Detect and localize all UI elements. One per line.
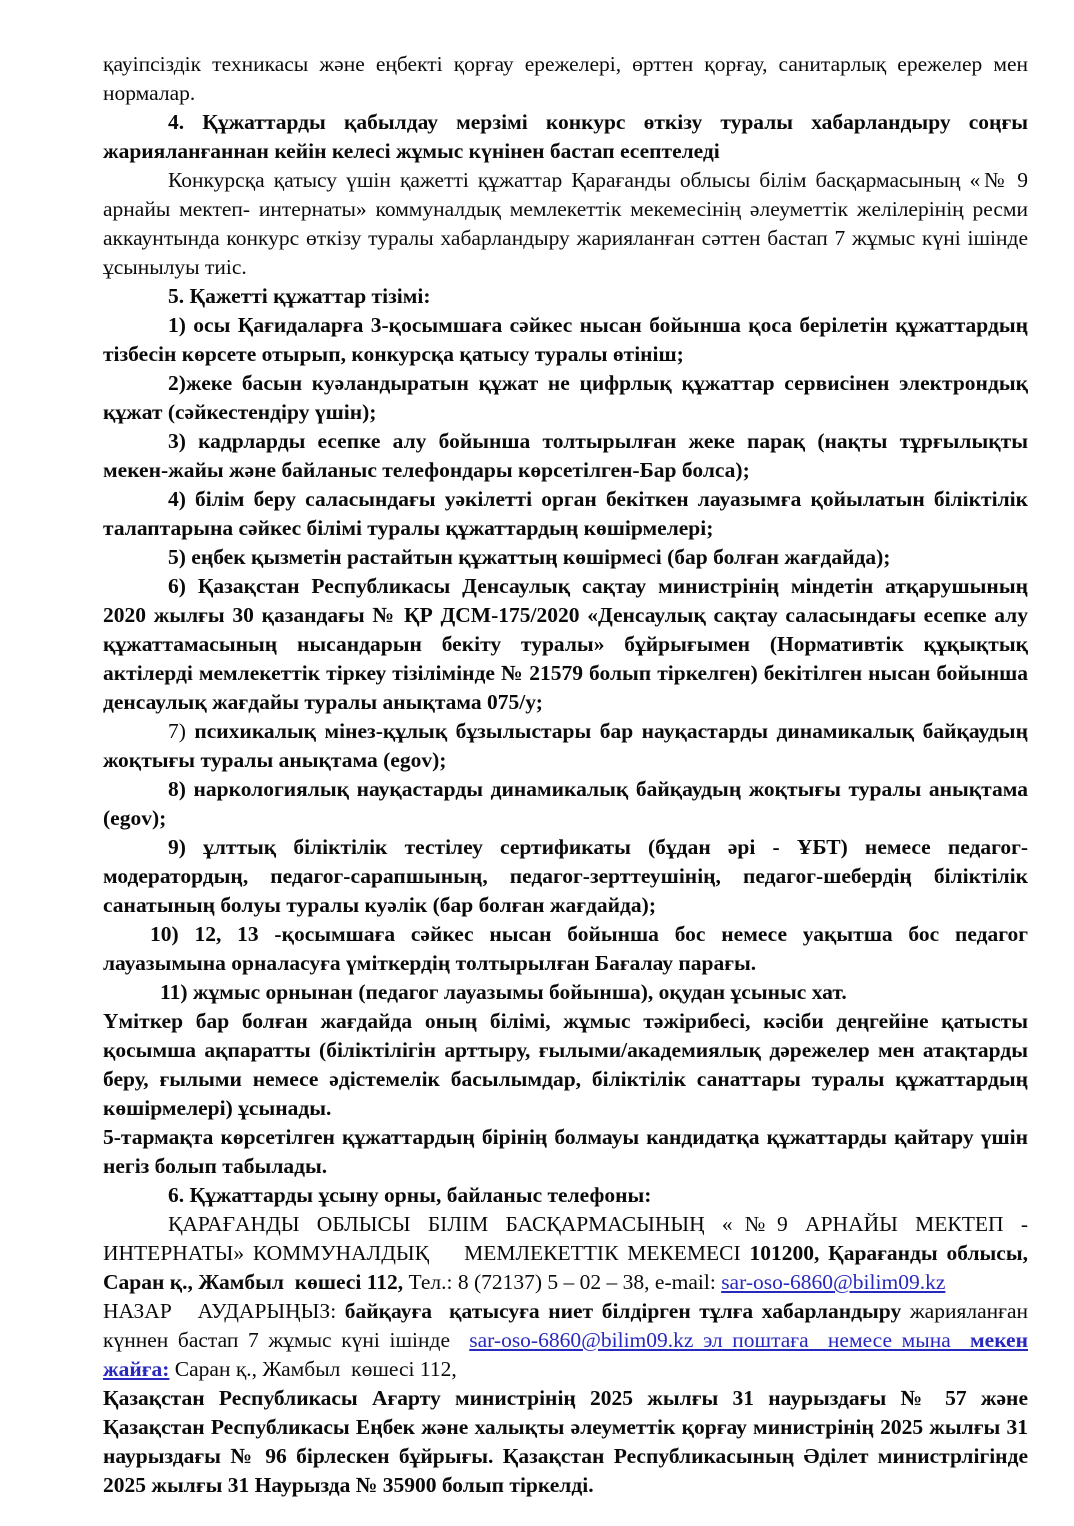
text-segment: 9) ұлттық біліктілік тестілеу сертификаты (бұдан әрі - ҰБТ) немесе педагог-модератордың, педагог-сарапшының, педагог-зерттеушінің, педагог-шебердің біліктілік санатының болуы туралы куәлік (бар болған жағдайда); <box>103 835 1028 917</box>
section-4-heading <box>103 108 1028 166</box>
section-5-heading <box>103 282 1028 311</box>
text-segment: 101200, Қарағанды облысы, Саран қ., Жамбыл көшесі 112, <box>103 1241 1028 1294</box>
list-item-10 <box>103 920 1028 978</box>
text-segment: 8) наркологиялық науқастарды динамикалық байқаудың жоқтығы туралы анықтама (egov); <box>103 777 1028 830</box>
list-item-8 <box>103 775 1028 833</box>
email-link[interactable]: sar-oso-6860@bilim09.kz <box>721 1270 946 1294</box>
list-item-4 <box>103 485 1028 543</box>
text-segment: Қазақстан Республикасы Ағарту министрінің 2025 жылғы 31 наурыздағы № 57 және Қазақстан Республикасы Еңбек және халықты әлеуметтік қорғау министрінің 2025 жылғы 31 наурыздағы № 96 бірлескен бұйрығы. Қазақстан Республикасының Әділет министрлігінде 2025 жылғы 31 Наурызда № 35900 болып тіркелді. <box>103 1386 1028 1497</box>
text-segment: 6. Құжаттарды ұсыну орны, байланыс телефоны: <box>168 1183 652 1207</box>
text-segment: НАЗАР АУДАРЫҢЫЗ: <box>103 1299 345 1323</box>
text-segment: 5-тармақта көрсетілген құжаттардың бірінің болмауы кандидатқа құжаттарды қайтару үшін негіз болып табылады. <box>103 1125 1028 1178</box>
text-segment: 4) білім беру саласындағы уәкілетті орган бекіткен лауазымға қойылатын біліктілік талаптарына сәйкес білімі туралы құжаттардың көшірмелері; <box>103 487 1028 540</box>
text-segment: Саран қ., Жамбыл көшесі 112, <box>169 1357 457 1381</box>
text-segment: 10) 12, 13 -қосымшаға сәйкес нысан бойынша бос немесе уақытша бос педагог лауазымына орналасуға үміткердің толтырылған Бағалау парағы. <box>103 922 1028 975</box>
text-segment: Үміткер бар болған жағдайда оның білімі, жұмыс тәжірибесі, кәсіби деңгейіне қатысты қосымша ақпаратты (біліктілігін арттыру, ғылыми/академиялық дәрежелер мен атақтарды беру, ғылыми немесе әдістемелік басылымдар, біліктілік санаттары туралы құжаттардың көшірмелері) ұсынады. <box>103 1009 1028 1120</box>
missing-documents-note <box>103 1123 1028 1181</box>
text-segment: Тел.: 8 (72137) 5 – 02 – 38, e-mail: <box>408 1270 722 1294</box>
list-item-5 <box>103 543 1028 572</box>
email-link[interactable]: sar-oso-6860@bilim09.kz <box>469 1328 694 1352</box>
text-segment: 2)жеке басын куәландыратын құжат не цифрлық құжаттар сервисінен электрондық құжат (сәйкестендіру үшін); <box>103 371 1028 424</box>
attention-note <box>103 1297 1028 1384</box>
text-segment: 5. Қажетті құжаттар тізімі: <box>168 284 431 308</box>
text-segment: 11) жұмыс орнынан (педагог лауазымы бойынша), оқудан ұсыныс хат. <box>160 980 847 1004</box>
text-segment: байқауға қатысуға ниет білдірген тұлға хабарландыру <box>344 1299 910 1323</box>
registration-note <box>103 1384 1028 1500</box>
list-item-6 <box>103 572 1028 717</box>
document-body <box>103 50 1028 1500</box>
text-segment: 3) кадрларды есепке алу бойынша толтырылған жеке парақ (нақты тұрғылықты мекен-жайы және байланыс телефондары көрсетілген-Бар болса); <box>103 429 1028 482</box>
text-segment: 1) осы Қағидаларға 3-қосымшаға сәйкес нысан бойынша қоса берілетін құжаттардың тізбесін көрсете отырып, конкурсқа қатысу туралы өтініш; <box>103 313 1028 366</box>
item-number: 7) <box>168 719 195 743</box>
section-4-paragraph <box>103 166 1028 282</box>
text-segment: 4. Құжаттарды қабылдау мерзімі конкурс өткізу туралы хабарландыру соңғы жарияланғаннан кейін келесі жұмыс күнінен бастап есептеледі <box>103 110 1028 163</box>
intro-continuation <box>103 50 1028 108</box>
list-item-9 <box>103 833 1028 920</box>
text-segment: жарияланған күннен бастап 7 жұмыс күні ішінде <box>103 1299 1028 1352</box>
contact-info <box>103 1210 1028 1297</box>
text-segment: қауіпсіздік техникасы және еңбекті қорғау ережелері, өрттен қорғау, санитарлық ережелер мен нормалар. <box>103 52 1028 105</box>
text-segment: 5) еңбек қызметін растайтын құжаттың көшірмесі (бар болған жағдайда); <box>168 545 891 569</box>
list-item-3 <box>103 427 1028 485</box>
list-item-11 <box>103 978 1028 1007</box>
text-segment: Конкурсқа қатысу үшін қажетті құжаттар Қарағанды облысы білім басқармасының «№ 9 арнайы мектеп- интернаты» коммуналдық мемлекеттік мекемесінің әлеуметтік желілерінің ресми аккаунтында конкурс өткізу туралы хабарландыру жарияланған сәттен бастап 7 жұмыс күні ішінде ұсынылуы тиіс. <box>103 168 1028 279</box>
highlighted-text: мекен жайға: <box>103 1328 1028 1381</box>
text-segment: 6) Қазақстан Республикасы Денсаулық сақтау министрінің міндетін атқарушының 2020 жылғы 30 қазандағы № ҚР ДСМ-175/2020 «Денсаулық сақтау саласындағы есепке алу құжаттамасының нысандарын бекіту туралы» бұйрығымен (Нормативтік құқықтық актілерді мемлекеттік тіркеу тізілімінде № 21579 болып тіркелген) бекітілген нысан бойынша денсаулық жағдайы туралы анықтама 075/у; <box>103 574 1028 714</box>
text-segment: ҚАРАҒАНДЫ ОБЛЫСЫ БІЛІМ БАСҚАРМАСЫНЫҢ «№9 АРНАЙЫ МЕКТЕП - ИНТЕРНАТЫ» КОММУНАЛДЫҚ МЕМЛЕКЕТТІК МЕКЕМЕСІ <box>103 1212 1028 1265</box>
text-segment: психикалық мінез-құлық бұзылыстары бар науқастарды динамикалық байқаудың жоқтығы туралы анықтама (egov); <box>103 719 1028 772</box>
candidate-additional-info <box>103 1007 1028 1123</box>
list-item-1 <box>103 311 1028 369</box>
section-6-heading <box>103 1181 1028 1210</box>
list-item-2 <box>103 369 1028 427</box>
list-item-7 <box>103 717 1028 775</box>
highlighted-text: эл поштаға немесе мына <box>693 1328 971 1352</box>
